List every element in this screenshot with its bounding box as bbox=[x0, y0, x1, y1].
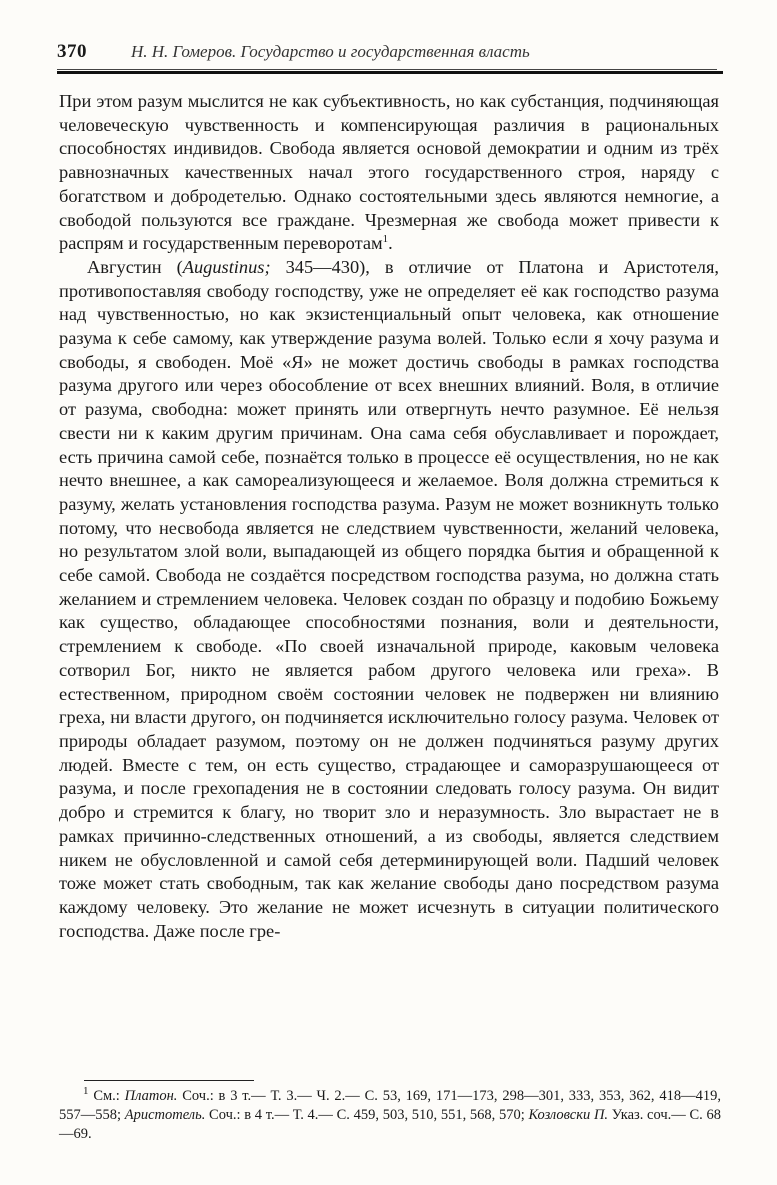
header-rule-thick bbox=[57, 71, 723, 74]
paragraph-2-text: 345—430), в отличие от Платона и Аристотеля, противопоставляя свободу господству, уже не определяет её как господство разума над чувственностью, но как экзистенциальный опыт человека, как отношение разума к себе самому, как утверждение разума волей. Только если я хочу разума и свободы, я свободен. Моё «Я» не может достичь свободы в рамках господства разума другого или через обособление от всех внешних влияний. Воля, в отличие от разума, свободна: может принять или отвергнуть нечто разумное. Её нельзя свести ни к каким другим причинам. Она сама себя обуславливает и порождает, есть причина самой себе, познаётся только в процессе её осуществления, но не как нечто внешнее, а как самореализующееся и желаемое. Воля должна стремиться к разуму, желать установления господства разума. Разум не может возникнуть только потому, что несвобода является не следствием чувственности, желаний человека, но результатом злой воли, выпадающей из общего порядка бытия и обращенной к себе самой. Свобода не создаётся посредством господства разума, но должна стать желанием и стремлением человека. Человек создан по образцу и подобию Божьему как существо, обладающее способностями познания, воли и деятельности, стремлением к свободе. «По своей изначальной природе, каковым человека сотворил Бог, никто не является рабом другого человека или греха». В естественном, природном своём состоянии человек не подвержен ни влиянию греха, ни власти другого, он подчиняется исключительно голосу разума. Человек от природы обладает разумом, поэтому он не должен подчиняться разуму других людей. Вместе с тем, он есть существо, страдающее и саморазрушающееся от разума, и после грехопадения не в состоянии следовать голосу разума. Он видит добро и стремится к благу, но творит зло и неразумность. Зло вырастает не в рамках причинно-следственных отношений, а из свободы, является следствием никем не обусловленной и самой себя детерминирующей воли. Падший человек тоже может стать свободным, так как желание свободы дано посредством разума каждому человеку. Это желание не может исчезнуть в ситуации политического господства. Даже после гре- bbox=[59, 256, 719, 941]
page-number: 370 bbox=[57, 41, 87, 62]
paragraph-2-start: Августин ( bbox=[87, 256, 183, 277]
footnote-ref-kozlowski: Указ. соч.— С. 68—69. bbox=[59, 1107, 721, 1142]
paragraph-2 bbox=[59, 256, 719, 943]
footnote-rule bbox=[84, 1080, 254, 1081]
footnote-author-kozlowski: Козловски П. bbox=[528, 1107, 609, 1123]
footnote-ref-aristotle: Соч.: в 4 т.— Т. 4.— С. 459, 503, 510, 551, 568, 570; bbox=[205, 1107, 529, 1123]
running-title: Н. Н. Гомеров. Государство и государственная власть bbox=[131, 42, 530, 61]
footnote-author-aristotle: Аристотель. bbox=[124, 1107, 206, 1123]
footnote bbox=[59, 1087, 721, 1144]
footnote-prefix: См.: bbox=[88, 1088, 125, 1104]
footnote-marker: 1 bbox=[83, 1085, 89, 1098]
running-head bbox=[57, 41, 727, 65]
latin-name: Augustinus; bbox=[182, 256, 271, 277]
body-text bbox=[59, 90, 719, 943]
paragraph-1 bbox=[59, 90, 719, 256]
footnote-author-plato: Платон. bbox=[124, 1088, 178, 1104]
footnote-1 bbox=[59, 1087, 721, 1144]
paragraph-1-text: При этом разум мыслится не как субъективность, но как субстанция, подчиняющая человеческую чувственность и компенсирующая различия в рациональных способностях индивидов. Свобода является основой демократии и одним из трёх равнозначных качественных начал этого государственного строя, наряду с богатством и добродетелью. Однако состоятельными здесь являются немногие, а свободой пользуются все граждане. Чрезмерная же свобода может привести к распрям и государственным переворотам bbox=[59, 91, 719, 254]
header-rule-thin bbox=[57, 69, 717, 70]
footnote-reference: 1 bbox=[382, 233, 389, 246]
footnote-ref-plato: Соч.: в 3 т.— Т. 3.— Ч. 2.— С. 53, 169, 171—173, 298—301, 333, 353, 362, 418—419, 557—558; bbox=[59, 1088, 721, 1123]
paragraph-1-end: . bbox=[388, 233, 393, 254]
